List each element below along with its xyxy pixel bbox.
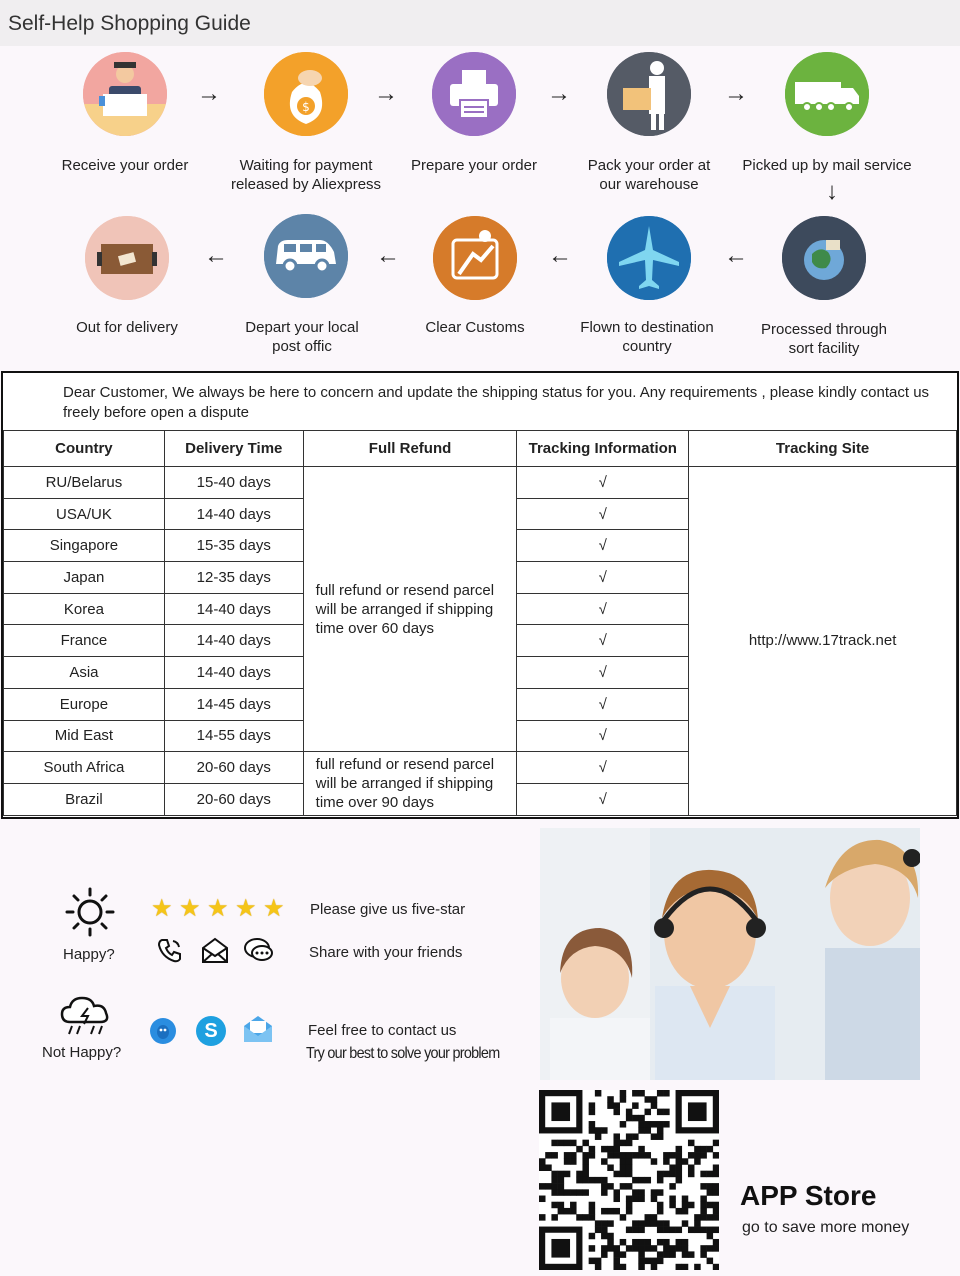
truck-icon <box>785 52 869 136</box>
time-cell: 20-60 days <box>164 783 303 815</box>
step-label: Out for delivery <box>76 319 178 336</box>
track-cell: √ <box>517 530 689 562</box>
printer-icon <box>432 52 516 136</box>
time-cell: 14-40 days <box>164 657 303 689</box>
sun-icon <box>64 886 116 938</box>
step-depart-post-office <box>216 214 396 356</box>
five-star-text: Please give us five-star <box>310 901 466 918</box>
step-label: Prepare your order <box>411 157 537 174</box>
arrow-left-2: ← <box>376 242 400 269</box>
track-cell: √ <box>517 783 689 815</box>
support-team-photo <box>540 828 920 1080</box>
track-cell: √ <box>517 720 689 752</box>
step-picked-up <box>737 52 917 175</box>
country-cell: Mid East <box>4 720 165 752</box>
customer-notice: Dear Customer, We always be here to concern and update the shipping status for you. Any requirements , please kindly contact us freely before open a dispute <box>63 384 930 421</box>
best-effort-text: Try our best to solve your problem <box>306 1045 500 1062</box>
share-text: Share with your friends <box>309 944 463 961</box>
country-cell: South Africa <box>4 752 165 784</box>
arrow-right-1: → <box>197 80 221 107</box>
svg-text:$: $ <box>302 100 310 114</box>
col-country: Country <box>4 431 165 467</box>
shipping-table <box>3 430 957 816</box>
time-cell: 14-55 days <box>164 720 303 752</box>
step-label: Processed through sort facility <box>761 321 887 357</box>
step-label: Waiting for payment released by Aliexpress <box>230 157 382 193</box>
qq-icon[interactable] <box>150 1018 176 1044</box>
time-cell: 14-45 days <box>164 688 303 720</box>
star-icon[interactable]: ★ <box>207 895 229 922</box>
step-clear-customs <box>385 216 565 337</box>
header-bar <box>0 0 960 46</box>
country-cell: RU/Belarus <box>4 467 165 499</box>
rain-cloud-icon <box>58 994 114 1040</box>
track-cell: √ <box>517 752 689 784</box>
track-cell: √ <box>517 688 689 720</box>
arrow-left-4: ← <box>724 242 748 269</box>
refund-60-cell: full refund or resend parcel will be arranged if shipping time over 60 days <box>303 467 517 752</box>
tracking-site-link[interactable]: http://www.17track.net <box>689 467 957 816</box>
step-label: Picked up by mail service <box>742 157 912 174</box>
step-pack-order <box>559 52 739 194</box>
step-receive-order <box>35 52 215 175</box>
star-icon[interactable]: ★ <box>151 895 173 922</box>
track-cell: √ <box>517 657 689 689</box>
contact-text: Feel free to contact us <box>308 1022 457 1039</box>
step-out-for-delivery <box>37 216 217 337</box>
time-cell: 15-35 days <box>164 530 303 562</box>
track-cell: √ <box>517 467 689 499</box>
arrow-right-4: → <box>724 80 748 107</box>
app-store-subtitle: go to save more money <box>742 1219 910 1236</box>
email-envelope-icon[interactable] <box>242 1014 274 1044</box>
step-label: Receive your order <box>61 157 189 174</box>
country-cell: France <box>4 625 165 657</box>
col-full-refund: Full Refund <box>303 431 517 467</box>
star-icon[interactable]: ★ <box>235 895 257 922</box>
arrow-down: ↓ <box>826 178 838 205</box>
step-prepare-order <box>384 52 564 175</box>
country-cell: Korea <box>4 593 165 625</box>
mail-icon[interactable] <box>200 936 230 964</box>
arrow-left-1: ← <box>204 242 228 269</box>
receive-order-icon <box>83 52 167 136</box>
time-cell: 14-40 days <box>164 593 303 625</box>
track-cell: √ <box>517 593 689 625</box>
arrow-left-3: ← <box>548 242 572 269</box>
chat-icon[interactable] <box>242 936 274 964</box>
page-title: Self-Help Shopping Guide <box>8 12 251 35</box>
country-cell: Asia <box>4 657 165 689</box>
step-waiting-payment <box>216 52 396 194</box>
table-header-row <box>4 431 957 467</box>
skype-icon[interactable]: S <box>196 1016 226 1046</box>
country-cell: Brazil <box>4 783 165 815</box>
van-icon <box>264 214 348 298</box>
step-label: Clear Customs <box>425 319 525 336</box>
shipping-table-panel <box>1 371 959 819</box>
star-icon[interactable]: ★ <box>179 895 201 922</box>
country-cell: Japan <box>4 562 165 594</box>
step-label: Flown to destination country <box>580 319 714 355</box>
pack-box-icon <box>607 52 691 136</box>
table-row <box>4 467 957 499</box>
arrow-right-2: → <box>374 80 398 107</box>
country-cell: Europe <box>4 688 165 720</box>
app-store-title: APP Store <box>740 1180 877 1211</box>
parcel-icon <box>85 216 169 300</box>
star-icon[interactable]: ★ <box>263 895 285 922</box>
step-label: Pack your order at our warehouse <box>587 157 711 193</box>
track-cell: √ <box>517 625 689 657</box>
phone-icon[interactable] <box>156 936 184 964</box>
refund-90-cell: full refund or resend parcel will be arranged if shipping time over 90 days <box>303 752 517 815</box>
qr-code[interactable] <box>539 1090 719 1270</box>
col-delivery-time: Delivery Time <box>164 431 303 467</box>
step-sort-facility <box>734 216 914 358</box>
airplane-icon <box>607 216 691 300</box>
customs-officer-icon <box>433 216 517 300</box>
time-cell: 14-40 days <box>164 625 303 657</box>
country-cell: Singapore <box>4 530 165 562</box>
arrow-right-3: → <box>547 80 571 107</box>
payment-bag-icon <box>264 52 348 136</box>
col-tracking-info: Tracking Information <box>517 431 689 467</box>
time-cell: 12-35 days <box>164 562 303 594</box>
time-cell: 20-60 days <box>164 752 303 784</box>
track-cell: √ <box>517 498 689 530</box>
time-cell: 15-40 days <box>164 467 303 499</box>
col-tracking-site: Tracking Site <box>689 431 957 467</box>
time-cell: 14-40 days <box>164 498 303 530</box>
step-flown-destination <box>559 216 739 356</box>
happy-label: Happy? <box>63 946 115 963</box>
not-happy-label: Not Happy? <box>42 1044 122 1061</box>
country-cell: USA/UK <box>4 498 165 530</box>
step-label: Depart your local post offic <box>245 319 359 355</box>
globe-sort-icon <box>782 216 866 300</box>
track-cell: √ <box>517 562 689 594</box>
